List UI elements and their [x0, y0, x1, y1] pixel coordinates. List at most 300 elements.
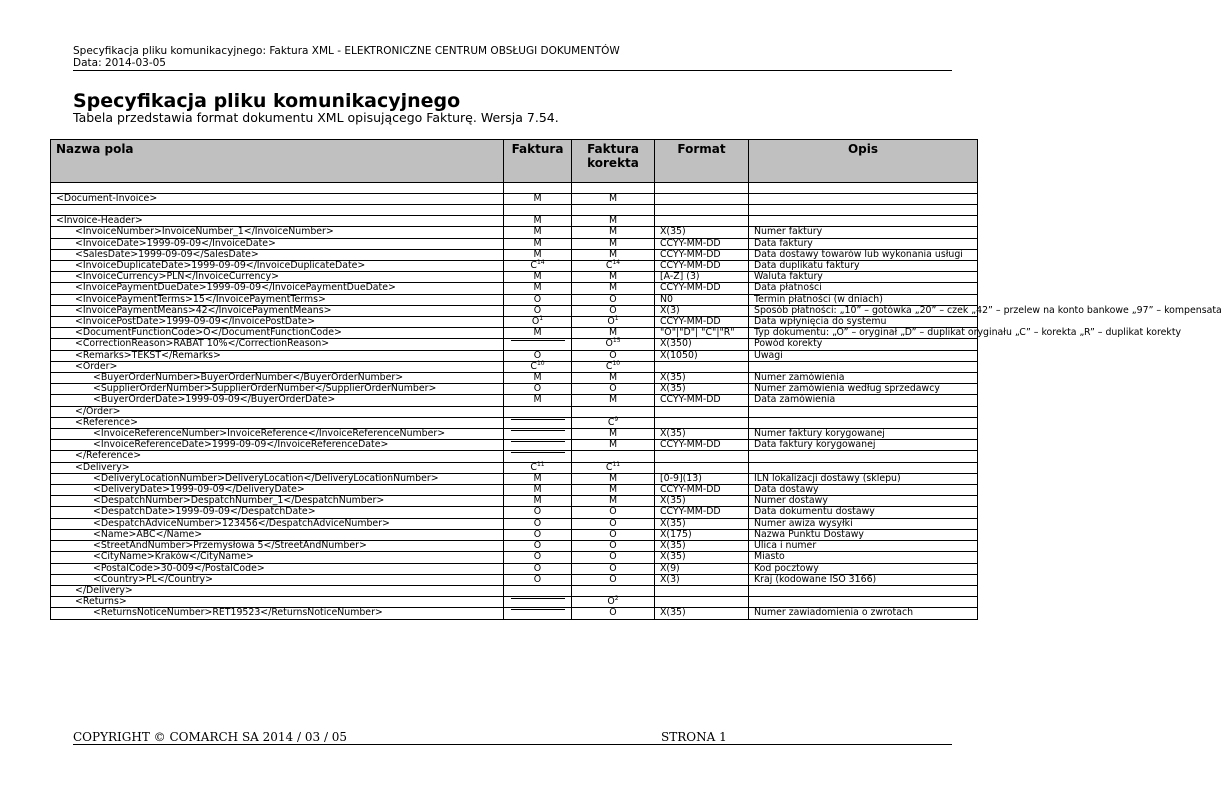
table-row [51, 518, 978, 529]
format-cell [655, 361, 749, 372]
format-cell: X(35) [655, 552, 749, 563]
column-header-korekta-line2: korekta [587, 156, 639, 170]
table-row [51, 585, 978, 596]
korekta-cell [572, 272, 655, 283]
blank-cell [504, 205, 572, 216]
korekta-cell [572, 429, 655, 440]
table-row [51, 317, 978, 328]
not-applicable-dash [511, 441, 565, 442]
footnote-marker: 2 [614, 594, 619, 602]
footer-divider [73, 744, 952, 745]
table-row [51, 361, 978, 372]
header-line-2: Data: 2014-03-05 [73, 57, 166, 69]
description-cell: Numer awiza wysyłki [749, 518, 978, 529]
field-name-cell: <InvoiceNumber>InvoiceNumber_1</InvoiceNumber> [51, 227, 504, 238]
faktura-cell [504, 258, 572, 272]
table-row [51, 552, 978, 563]
format-cell: X(35) [655, 373, 749, 384]
occurrence-value: M [608, 282, 618, 294]
format-cell [655, 406, 749, 417]
format-cell: CCYY-MM-DD [655, 440, 749, 451]
description-cell [749, 406, 978, 417]
occurrence-value: O [609, 517, 617, 529]
occurrence-value: C [530, 461, 537, 473]
blank-cell [655, 183, 749, 194]
not-applicable-dash [511, 452, 565, 453]
description-cell: Sposób płatności: „10” – gotówka „20” – czek „42” – przelew na konto bankowe „97” – kompensata [749, 305, 978, 316]
format-cell: X(35) [655, 384, 749, 395]
korekta-cell [572, 361, 655, 372]
occurrence-value: O [531, 316, 540, 328]
table-row [51, 194, 978, 205]
occurrence-value: O [605, 338, 613, 350]
occurrence-value: O [609, 528, 617, 540]
description-cell: Numer zamówienia [749, 373, 978, 384]
table-row [51, 473, 978, 484]
table-row [51, 261, 978, 272]
field-name-cell: <Reference> [51, 417, 504, 428]
occurrence-value: M [533, 327, 542, 339]
table-row [51, 384, 978, 395]
occurrence-value: O [533, 506, 542, 518]
korekta-cell [572, 552, 655, 563]
korekta-cell [572, 473, 655, 484]
description-cell: Uwagi [749, 350, 978, 361]
korekta-cell [572, 216, 655, 227]
occurrence-value: O [533, 349, 542, 361]
format-cell: CCYY-MM-DD [655, 317, 749, 328]
format-cell [655, 194, 749, 205]
description-cell: Data dostawy towarów lub wykonania usługi [749, 249, 978, 260]
description-cell: Numer zawiadomienia o zwrotach [749, 608, 978, 619]
korekta-cell [572, 305, 655, 316]
faktura-cell [504, 529, 572, 540]
occurrence-value: O [609, 551, 617, 563]
table-row [51, 541, 978, 552]
description-cell [749, 462, 978, 473]
footnote-marker: 10 [612, 359, 621, 367]
occurrence-value: M [608, 428, 618, 440]
table-row-blank [51, 205, 978, 216]
faktura-cell [504, 473, 572, 484]
korekta-cell [572, 339, 655, 350]
korekta-cell [572, 384, 655, 395]
faktura-cell [504, 440, 572, 451]
korekta-cell [572, 294, 655, 305]
korekta-cell [572, 507, 655, 518]
format-cell: CCYY-MM-DD [655, 485, 749, 496]
faktura-cell [504, 384, 572, 395]
format-cell: CCYY-MM-DD [655, 395, 749, 406]
footnote-marker: 11 [612, 460, 621, 468]
occurrence-value: O [607, 316, 615, 328]
occurrence-value: C [530, 360, 537, 372]
field-name-cell: <Name>ABC</Name> [51, 529, 504, 540]
table-row [51, 238, 978, 249]
korekta-cell [572, 417, 655, 428]
field-name-cell: <Remarks>TEKST</Remarks> [51, 350, 504, 361]
occurrence-value: O [609, 293, 617, 305]
occurrence-value: M [608, 248, 618, 260]
korekta-cell [572, 585, 655, 596]
faktura-cell [504, 462, 572, 473]
occurrence-value: M [608, 327, 618, 339]
field-name-cell: <CityName>Kraków</CityName> [51, 552, 504, 563]
field-name-cell: <InvoicePostDate>1999-09-09</InvoicePostDate> [51, 317, 504, 328]
format-cell: X(35) [655, 541, 749, 552]
not-applicable-dash [511, 419, 565, 420]
occurrence-value: M [608, 484, 618, 496]
occurrence-value: C [605, 260, 613, 272]
blank-cell [749, 183, 978, 194]
occurrence-value: O [609, 607, 617, 619]
faktura-cell [504, 541, 572, 552]
table-header-row [51, 140, 978, 183]
format-cell: X(35) [655, 608, 749, 619]
faktura-cell [504, 507, 572, 518]
description-cell [749, 451, 978, 462]
blank-cell [572, 183, 655, 194]
format-cell: [0-9](13) [655, 473, 749, 484]
faktura-cell [504, 373, 572, 384]
korekta-cell [572, 314, 655, 328]
occurrence-value: O [533, 540, 542, 552]
faktura-cell [504, 361, 572, 372]
format-cell [655, 417, 749, 428]
faktura-cell [504, 305, 572, 316]
faktura-cell [504, 417, 572, 428]
description-cell: Termin płatności (w dniach) [749, 294, 978, 305]
faktura-cell [504, 238, 572, 249]
korekta-cell [572, 395, 655, 406]
description-cell: Kraj (kodowane ISO 3166) [749, 574, 978, 585]
description-cell: Data dokumentu dostawy [749, 507, 978, 518]
occurrence-value: C [530, 260, 537, 272]
table-row [51, 339, 978, 350]
description-cell: Data dostawy [749, 485, 978, 496]
faktura-cell [504, 227, 572, 238]
description-cell [749, 417, 978, 428]
description-cell: Numer faktury korygowanej [749, 429, 978, 440]
occurrence-value: O [533, 528, 542, 540]
occurrence-value: O [609, 304, 617, 316]
faktura-cell [504, 216, 572, 227]
format-cell: CCYY-MM-DD [655, 238, 749, 249]
occurrence-value: O [609, 349, 617, 361]
occurrence-value: M [533, 248, 542, 260]
field-name-cell: <Document-Invoice> [51, 194, 504, 205]
field-name-cell: <Delivery> [51, 462, 504, 473]
field-name-cell: <Invoice-Header> [51, 216, 504, 227]
document-title: Specyfikacja pliku komunikacyjnego [73, 90, 461, 112]
korekta-cell [572, 485, 655, 496]
table-row [51, 272, 978, 283]
footnote-marker: 9 [614, 415, 619, 423]
description-cell: Numer dostawy [749, 496, 978, 507]
table-row [51, 451, 978, 462]
faktura-cell [504, 429, 572, 440]
description-cell: Typ dokumentu: „O” – oryginał „D” – duplikat oryginału „C” – korekta „R” – duplikat korekty [749, 328, 978, 339]
table-row [51, 395, 978, 406]
format-cell: X(3) [655, 574, 749, 585]
korekta-cell [572, 406, 655, 417]
field-name-cell: <CorrectionReason>RABAT 10%</CorrectionReason> [51, 339, 504, 350]
description-cell [749, 597, 978, 608]
not-applicable-dash [511, 430, 565, 431]
occurrence-value: O [533, 293, 542, 305]
korekta-cell [572, 238, 655, 249]
field-name-cell: <DeliveryLocationNumber>DeliveryLocation</DeliveryLocationNumber> [51, 473, 504, 484]
field-name-cell: <ReturnsNoticeNumber>RET19523</ReturnsNoticeNumber> [51, 608, 504, 619]
description-cell: Waluta faktury [749, 272, 978, 283]
footnote-marker: 1 [539, 314, 544, 322]
field-name-cell: <Country>PL</Country> [51, 574, 504, 585]
column-header-korekta [572, 140, 655, 183]
occurrence-value: O [533, 573, 542, 585]
occurrence-value: M [533, 271, 542, 283]
format-cell: CCYY-MM-DD [655, 507, 749, 518]
format-cell [655, 462, 749, 473]
table-row [51, 462, 978, 473]
table-row [51, 328, 978, 339]
table-row [51, 417, 978, 428]
faktura-cell [504, 608, 572, 619]
format-cell [655, 597, 749, 608]
format-cell: X(35) [655, 518, 749, 529]
page-header [73, 45, 620, 69]
column-header-name: Nazwa pola [51, 140, 504, 183]
field-name-cell: <BuyerOrderNumber>BuyerOrderNumber</BuyerOrderNumber> [51, 373, 504, 384]
description-cell: Miasto [749, 552, 978, 563]
table-row [51, 283, 978, 294]
occurrence-value: O [607, 596, 615, 608]
table-row [51, 305, 978, 316]
field-name-cell: <DespatchNumber>DespatchNumber_1</DespatchNumber> [51, 496, 504, 507]
occurrence-value: M [608, 237, 618, 249]
korekta-cell [572, 462, 655, 473]
footnote-marker: 11 [536, 460, 545, 468]
faktura-cell [504, 496, 572, 507]
table-row [51, 406, 978, 417]
format-cell: CCYY-MM-DD [655, 283, 749, 294]
korekta-cell [572, 194, 655, 205]
occurrence-value: M [533, 372, 542, 384]
field-name-cell: <InvoicePaymentTerms>15</InvoicePaymentTerms> [51, 294, 504, 305]
description-cell: ILN lokalizacji dostawy (sklepu) [749, 473, 978, 484]
blank-cell [655, 205, 749, 216]
field-name-cell: <InvoiceReferenceNumber>InvoiceReference</InvoiceReferenceNumber> [51, 429, 504, 440]
korekta-cell [572, 283, 655, 294]
field-name-cell: <DespatchDate>1999-09-09</DespatchDate> [51, 507, 504, 518]
faktura-cell [504, 552, 572, 563]
table-row [51, 216, 978, 227]
occurrence-value: M [608, 495, 618, 507]
faktura-cell [504, 283, 572, 294]
field-name-cell: <PostalCode>30-009</PostalCode> [51, 563, 504, 574]
faktura-cell [504, 314, 572, 328]
occurrence-value: M [608, 439, 618, 451]
occurrence-value: O [609, 506, 617, 518]
footnote-marker: 10 [536, 359, 545, 367]
description-cell: Powód korekty [749, 339, 978, 350]
faktura-cell [504, 574, 572, 585]
column-header-format: Format [655, 140, 749, 183]
occurrence-value: M [533, 237, 542, 249]
table-row [51, 563, 978, 574]
description-cell: Data faktury korygowanej [749, 440, 978, 451]
field-name-cell: <DocumentFunctionCode>O</DocumentFunctionCode> [51, 328, 504, 339]
korekta-cell [572, 373, 655, 384]
table-row [51, 429, 978, 440]
faktura-cell [504, 518, 572, 529]
korekta-cell [572, 529, 655, 540]
occurrence-value: M [608, 215, 618, 227]
table-row [51, 485, 978, 496]
korekta-cell [572, 496, 655, 507]
occurrence-value: M [533, 472, 542, 484]
table-row-blank [51, 183, 978, 194]
footer-page-number: STRONA 1 [661, 730, 727, 744]
faktura-cell [504, 294, 572, 305]
occurrence-value: O [609, 562, 617, 574]
table-row [51, 574, 978, 585]
description-cell [749, 194, 978, 205]
occurrence-value: O [533, 551, 542, 563]
description-cell: Data duplikatu faktury [749, 261, 978, 272]
format-cell [655, 216, 749, 227]
document-subtitle: Tabela przedstawia format dokumentu XML opisującego Fakturę. Wersja 7.54. [73, 110, 559, 125]
format-cell: X(3) [655, 305, 749, 316]
table-row [51, 227, 978, 238]
occurrence-value: M [533, 193, 542, 204]
occurrence-value: M [533, 226, 542, 238]
footer-copyright: COPYRIGHT © COMARCH SA 2014 / 03 / 05 [73, 730, 348, 744]
not-applicable-dash [511, 609, 565, 610]
description-cell [749, 585, 978, 596]
description-cell [749, 216, 978, 227]
field-name-cell: <BuyerOrderDate>1999-09-09</BuyerOrderDate> [51, 395, 504, 406]
description-cell: Data faktury [749, 238, 978, 249]
korekta-cell [572, 574, 655, 585]
korekta-cell [572, 440, 655, 451]
format-cell: X(175) [655, 529, 749, 540]
faktura-cell [504, 328, 572, 339]
description-cell: Ulica i numer [749, 541, 978, 552]
faktura-cell [504, 395, 572, 406]
column-header-korekta-line1: Faktura [587, 142, 639, 156]
occurrence-value: M [608, 372, 618, 384]
faktura-cell [504, 585, 572, 596]
format-cell: X(1050) [655, 350, 749, 361]
occurrence-value: O [533, 383, 542, 395]
faktura-cell [504, 563, 572, 574]
occurrence-value: M [533, 484, 542, 496]
field-name-cell: <InvoicePaymentMeans>42</InvoicePaymentMeans> [51, 305, 504, 316]
faktura-cell [504, 485, 572, 496]
description-cell: Numer zamówienia według sprzedawcy [749, 384, 978, 395]
description-cell: Data płatności [749, 283, 978, 294]
format-cell: CCYY-MM-DD [655, 261, 749, 272]
field-name-cell: <InvoiceCurrency>PLN</InvoiceCurrency> [51, 272, 504, 283]
table-row [51, 350, 978, 361]
blank-cell [749, 205, 978, 216]
format-cell: [A-Z] (3) [655, 272, 749, 283]
spec-table-body [51, 183, 1222, 620]
occurrence-value: M [608, 472, 618, 484]
occurrence-value: M [533, 282, 542, 294]
blank-cell [51, 205, 504, 216]
description-cell: Data wpłynięcia do systemu [749, 317, 978, 328]
korekta-cell [572, 258, 655, 272]
description-cell: Kod pocztowy [749, 563, 978, 574]
faktura-cell [504, 194, 572, 205]
format-cell: CCYY-MM-DD [655, 249, 749, 260]
field-name-cell: <InvoiceReferenceDate>1999-09-09</InvoiceReferenceDate> [51, 440, 504, 451]
format-cell: X(35) [655, 429, 749, 440]
blank-cell [504, 183, 572, 194]
format-cell: X(9) [655, 563, 749, 574]
korekta-cell [572, 518, 655, 529]
not-applicable-dash [511, 598, 565, 599]
field-name-cell: <SupplierOrderNumber>SupplierOrderNumber</SupplierOrderNumber> [51, 384, 504, 395]
field-name-cell: </Order> [51, 406, 504, 417]
footnote-marker: 15 [612, 337, 621, 345]
format-cell: X(35) [655, 496, 749, 507]
korekta-cell [572, 227, 655, 238]
footnote-marker: 14 [536, 258, 545, 266]
occurrence-value: M [608, 271, 618, 283]
occurrence-value: C [605, 360, 613, 372]
occurrence-value: O [609, 573, 617, 585]
format-cell [655, 451, 749, 462]
occurrence-value: O [609, 540, 617, 552]
field-name-cell: <DeliveryDate>1999-09-09</DeliveryDate> [51, 485, 504, 496]
description-cell: Data zamówienia [749, 395, 978, 406]
column-header-opis: Opis [749, 140, 978, 183]
format-cell [655, 585, 749, 596]
occurrence-value: M [608, 394, 618, 406]
faktura-cell [504, 406, 572, 417]
field-name-cell: <Returns> [51, 597, 504, 608]
occurrence-value: C [607, 416, 615, 428]
spec-table [50, 139, 1222, 620]
korekta-cell [572, 563, 655, 574]
table-row [51, 440, 978, 451]
not-applicable-dash [511, 340, 565, 341]
field-name-cell: <Order> [51, 361, 504, 372]
faktura-cell [504, 597, 572, 608]
field-name-cell: <SalesDate>1999-09-09</SalesDate> [51, 249, 504, 260]
field-name-cell: <StreetAndNumber>Przemysłowa 5</StreetAndNumber> [51, 541, 504, 552]
faktura-cell [504, 339, 572, 350]
table-row [51, 507, 978, 518]
description-cell: Nazwa Punktu Dostawy [749, 529, 978, 540]
format-cell: N0 [655, 294, 749, 305]
field-name-cell: <InvoicePaymentDueDate>1999-09-09</InvoicePaymentDueDate> [51, 283, 504, 294]
footnote-marker: 1 [614, 314, 619, 322]
field-name-cell: <DespatchAdviceNumber>123456</DespatchAdviceNumber> [51, 518, 504, 529]
occurrence-value: O [533, 304, 542, 316]
description-cell: Numer faktury [749, 227, 978, 238]
field-name-cell: <InvoiceDate>1999-09-09</InvoiceDate> [51, 238, 504, 249]
table-row [51, 597, 978, 608]
format-cell: X(35) [655, 227, 749, 238]
header-divider [73, 70, 952, 71]
footnote-marker: 14 [612, 258, 621, 266]
korekta-cell [572, 608, 655, 619]
table-row [51, 608, 978, 619]
format-cell: X(350) [655, 339, 749, 350]
